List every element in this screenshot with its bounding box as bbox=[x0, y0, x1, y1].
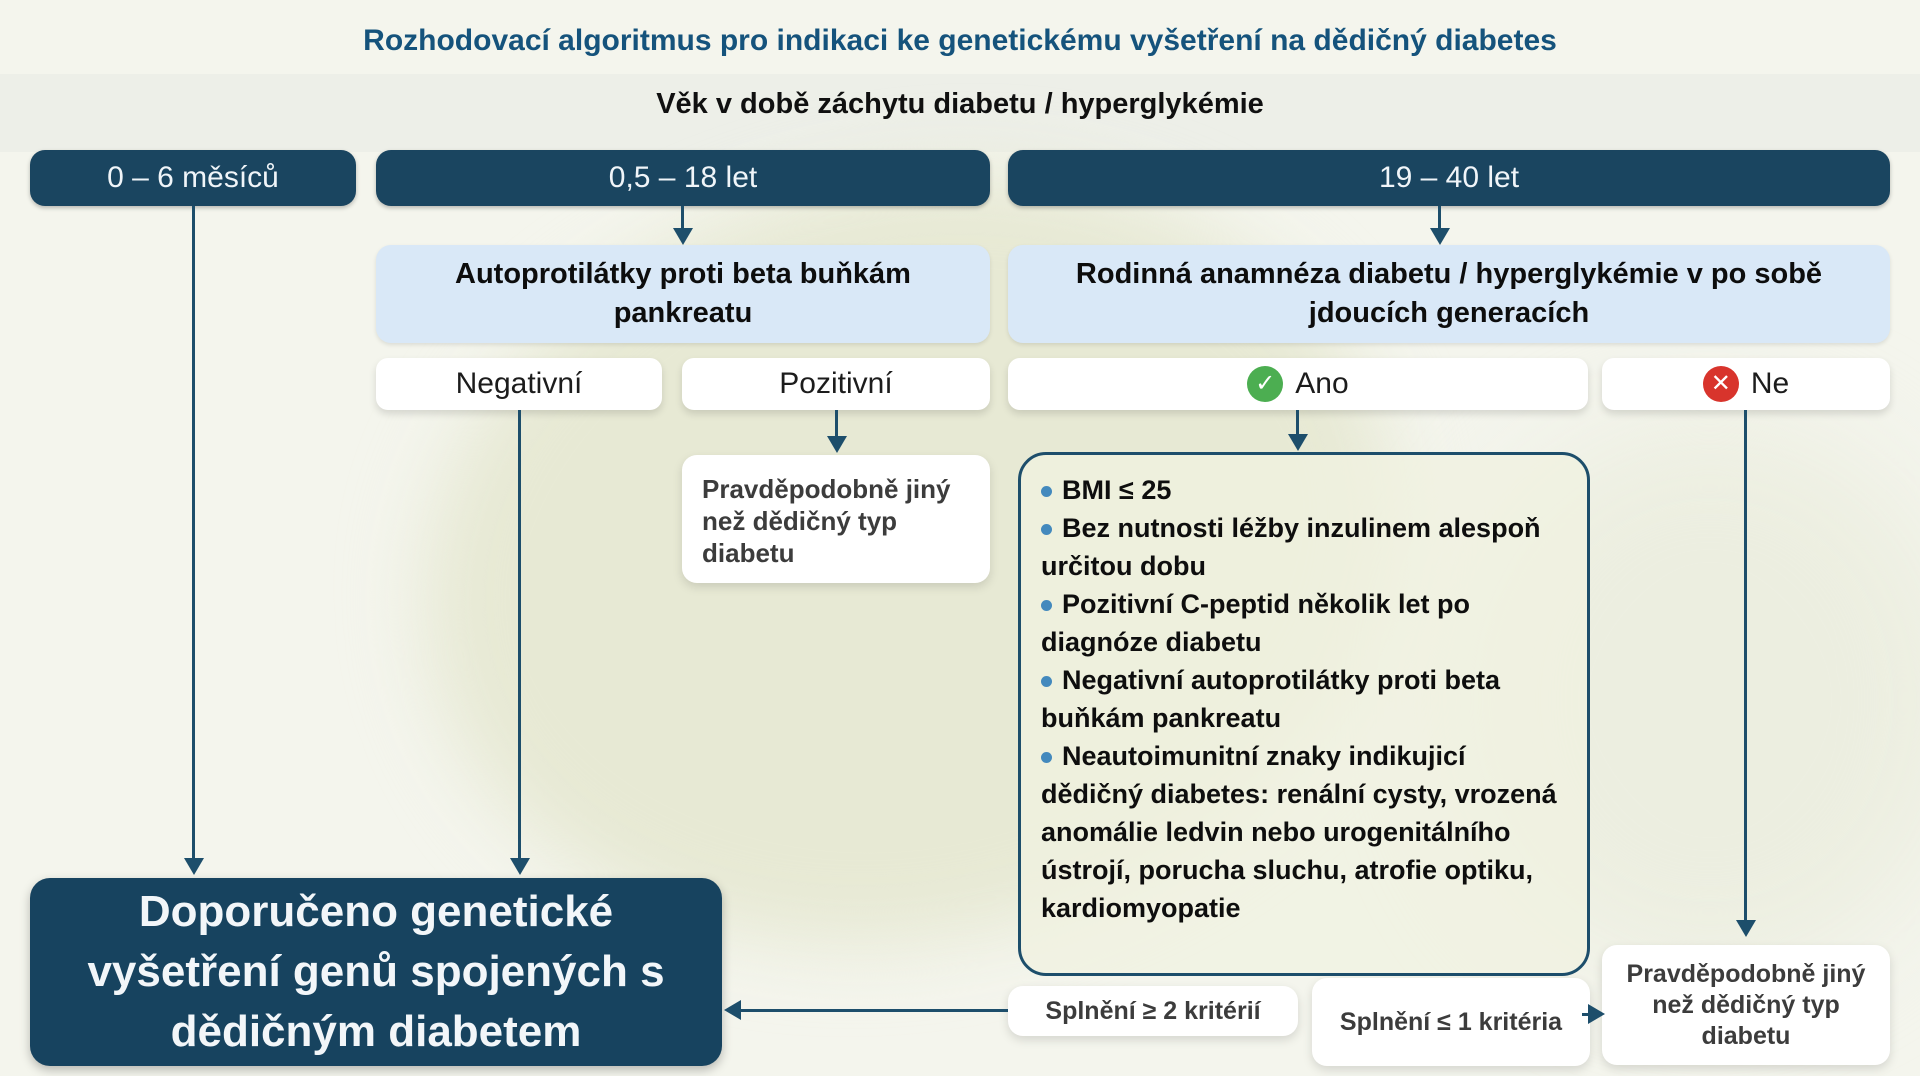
arrow-down-icon bbox=[1430, 228, 1450, 245]
no-outcome-box: Pravděpodobně jiný než dědičný typ diabetu bbox=[1602, 945, 1890, 1065]
criteria-box bbox=[1018, 452, 1590, 976]
criterion-item: Neautoimunitní znaky indikujicí dědičný diabetes: renální cysty, vrozená anomálie ledvin nebo urogenitálního ústrojí, porucha sluchu, atrofie optiku, kardiomyopatie bbox=[1041, 741, 1557, 923]
arrow-down-icon bbox=[1288, 434, 1308, 451]
criterion-item: Negativní autoprotilátky proti beta buňkám pankreatu bbox=[1041, 665, 1501, 733]
bullet-icon bbox=[1041, 752, 1052, 763]
age-group-05-18-years: 0,5 – 18 let bbox=[376, 150, 990, 206]
recommendation-box: Doporučeno genetické vyšetření genů spojených s dědičným diabetem bbox=[30, 878, 722, 1066]
arrow-down-icon bbox=[827, 436, 847, 453]
bullet-icon bbox=[1041, 600, 1052, 611]
criterion-item: Pozitivní C-peptid několik let po diagnóze diabetu bbox=[1041, 589, 1471, 657]
bullet-icon bbox=[1041, 486, 1052, 497]
positive-outcome-box: Pravděpodobně jiný než dědičný typ diabetu bbox=[682, 455, 990, 583]
criteria-not-met-pill: Splnění ≤ 1 kritéria bbox=[1312, 978, 1590, 1066]
bullet-icon bbox=[1041, 524, 1052, 535]
result-negative-pill: Negativní bbox=[376, 358, 662, 410]
family-history-box: Rodinná anamnéza diabetu / hyperglykémie v po sobě jdoucích generacích bbox=[1008, 245, 1890, 343]
arrow-right-icon bbox=[1588, 1004, 1605, 1024]
arrow-down-icon bbox=[1736, 920, 1756, 937]
answer-yes-pill: ✓ Ano bbox=[1008, 358, 1588, 410]
age-group-19-40-years: 19 – 40 let bbox=[1008, 150, 1890, 206]
result-positive-pill: Pozitivní bbox=[682, 358, 990, 410]
criterion-item: Bez nutnosti léžby inzulinem alespoň určitou dobu bbox=[1041, 513, 1541, 581]
bullet-icon bbox=[1041, 676, 1052, 687]
check-circle-icon: ✓ bbox=[1247, 366, 1283, 402]
arrow-down-icon bbox=[510, 858, 530, 875]
arrow-down-icon bbox=[673, 228, 693, 245]
answer-no-pill: ✕ Ne bbox=[1602, 358, 1890, 410]
age-group-0-6-months: 0 – 6 měsíců bbox=[30, 150, 356, 206]
arrow-left-icon bbox=[724, 1000, 741, 1020]
arrow-down-icon bbox=[184, 858, 204, 875]
antibody-test-box: Autoprotilátky proti beta buňkám pankreatu bbox=[376, 245, 990, 343]
criteria-met-pill: Splnění ≥ 2 kritérií bbox=[1008, 986, 1298, 1036]
cross-circle-icon: ✕ bbox=[1703, 366, 1739, 402]
age-axis-label: Věk v době záchytu diabetu / hyperglykémie bbox=[656, 88, 1264, 120]
criterion-item: BMI ≤ 25 bbox=[1041, 471, 1569, 509]
page-title: Rozhodovací algoritmus pro indikaci ke genetickému vyšetření na dědičný diabetes bbox=[363, 24, 1557, 57]
